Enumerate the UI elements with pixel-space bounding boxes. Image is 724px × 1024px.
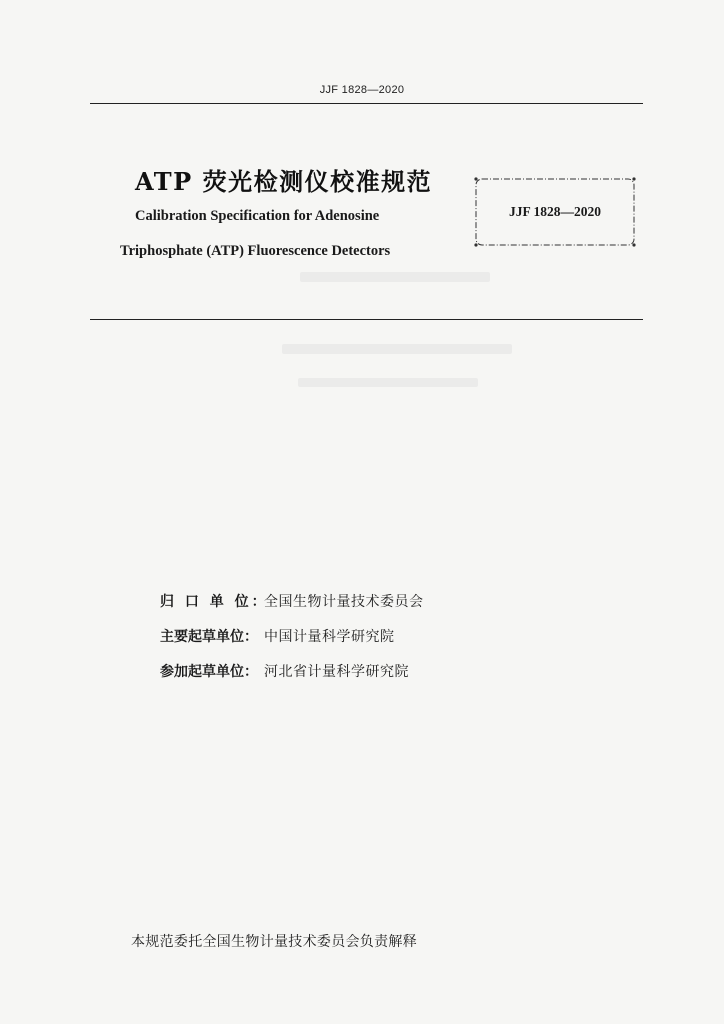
standard-code-label: JJF 1828—2020	[508, 204, 602, 219]
title-chinese: ATP 荧光检测仪校准规范	[135, 167, 433, 196]
interpretation-note: 本规范委托全国生物计量技术委员会负责解释	[131, 934, 417, 950]
unit-label: 主要起草单位：	[160, 628, 258, 645]
drafting-units	[160, 583, 424, 688]
unit-value: 河北省计量科学研究院	[264, 663, 409, 680]
show-through-mark	[282, 344, 512, 354]
unit-label: 参加起草单位：	[160, 663, 258, 680]
unit-value: 中国计量科学研究院	[264, 628, 395, 645]
unit-row-participating-drafter	[160, 653, 424, 688]
title-rule	[90, 319, 643, 320]
unit-label: 归 口 单 位：	[160, 593, 269, 610]
title-english-line2: Triphosphate (ATP) Fluorescence Detectors	[120, 243, 391, 259]
show-through-mark	[300, 272, 490, 282]
unit-row-responsible	[160, 583, 424, 618]
title-english-line1: Calibration Specification for Adenosine	[135, 208, 380, 224]
standard-code-box	[472, 175, 638, 249]
unit-value: 全国生物计量技术委员会	[264, 593, 424, 610]
header-standard-code: JJF 1828—2020	[319, 84, 405, 96]
unit-row-main-drafter	[160, 618, 424, 653]
header-rule	[90, 103, 643, 104]
show-through-mark	[298, 378, 478, 387]
